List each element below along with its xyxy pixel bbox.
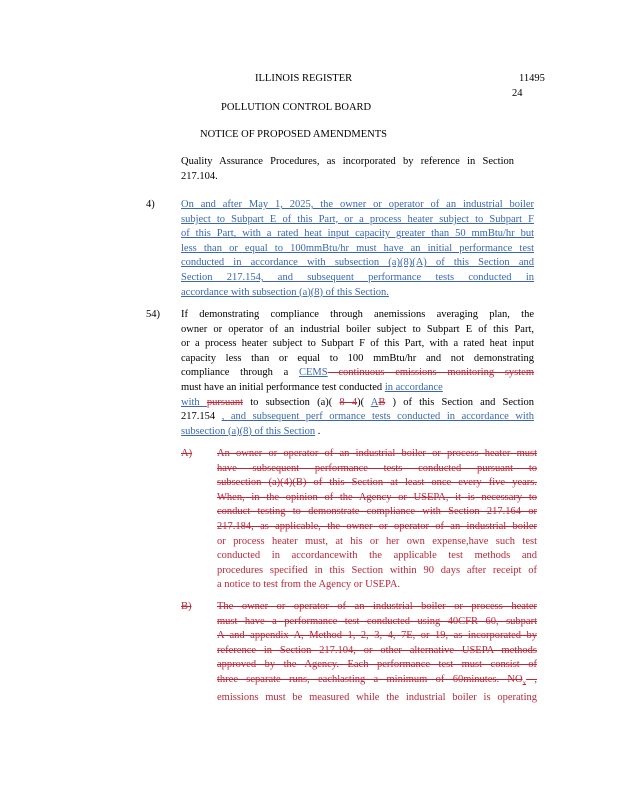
intro-line: Quality Assurance Procedures, as incorporated by reference in Section <box>181 156 514 167</box>
deleted-text: 8 4 <box>339 396 358 408</box>
intro-line: 217.104. <box>181 170 218 182</box>
item-4-line: of this Part, with a rated heat input capacity greater than 50 mmBtu/hr but <box>181 228 534 240</box>
inserted-text: A <box>370 396 379 408</box>
inserted-text: with <box>181 396 207 408</box>
item-a-line: procedures specified in this Section within 90 days after receipt of <box>217 564 537 576</box>
text-run: )( <box>357 396 371 408</box>
item-a-line: conducted in accordancewith the applicable test methods and <box>217 550 537 562</box>
item-54-line: capacity less than or equal to 100 mmBtu/hr and not demonstrating <box>181 352 534 364</box>
item-a-line: or process heater must, at his or her own expense,have such test <box>217 535 537 547</box>
item-54-number: 54) <box>146 309 160 320</box>
text-run: 217.154 <box>181 411 222 423</box>
item-b-deleted-line: approved by the Agency. Each performance test must consist of <box>217 659 537 671</box>
item-a-deleted-line: When, in the opinion of the Agency or USEPA, it is necessary to <box>217 491 537 503</box>
item-a-deleted-line: conduct testing to demonstrate compliance with Section 217.164 or <box>217 506 537 518</box>
text-run: must have an initial performance test conducted <box>181 381 385 393</box>
deleted-text: continuous emissions monitoring system <box>327 367 534 379</box>
text-run: . <box>315 425 321 437</box>
deleted-text: pursuant <box>206 396 244 408</box>
issue-number: 24 <box>512 88 523 99</box>
item-54-line <box>181 396 534 411</box>
register-title: ILLINOIS REGISTER <box>255 73 353 84</box>
item-4-paragraph <box>181 198 534 300</box>
item-a-line: a notice to test from the Agency or USEPA. <box>217 579 401 591</box>
item-4-line: subject to Subpart E of this Part, or a process heater subject to Subpart F <box>181 213 534 225</box>
inserted-text: subsection (a)(8) of this Section <box>181 425 316 437</box>
item-b-deleted-line: The owner or operator of an industrial boiler or process heater <box>217 601 537 612</box>
text-run: three separate runs, eachlasting a minimum of 60minutes. NO <box>217 673 523 685</box>
notice-heading: NOTICE OF PROPOSED AMENDMENTS <box>200 129 387 140</box>
inserted-text: CEMS <box>299 367 328 379</box>
item-a-letter: A) <box>181 448 193 459</box>
item-4-line: On and after May 1, 2025, the owner or operator of an industrial boiler <box>181 199 534 210</box>
item-4-line: Section 217.154, and subsequent performance tests conducted in <box>181 271 534 283</box>
item-a-deleted-line: 217.184, as applicable, the owner or operator of an industrial boiler <box>217 520 537 532</box>
text-run: compliance through a <box>181 367 300 379</box>
item-54-line <box>181 366 534 381</box>
item-b-letter: B) <box>181 601 192 612</box>
item-4-line: less than or equal to 100mmBtu/hr must have an initial performance test <box>181 242 534 254</box>
item-b-deleted-line: reference in Section 217.104, or other alternative USEPA methods <box>217 644 537 656</box>
text-run: , <box>526 673 537 685</box>
item-54-line: If demonstrating compliance through anemissions averaging plan, the <box>181 309 534 320</box>
text-run: ) of this Section and Section <box>385 396 534 408</box>
item-b-deleted-line <box>217 673 537 691</box>
item-54-line <box>181 410 534 425</box>
item-54-line <box>181 381 534 396</box>
item-a-deleted-line: subsection (a)(4)(B) of this Section at least once every five years. <box>217 477 537 489</box>
item-4-line: conducted in accordance with subsection (a)(8)(A) of this Section and <box>181 257 534 269</box>
agency-name: POLLUTION CONTROL BOARD <box>221 102 372 113</box>
item-4-number: 4) <box>146 199 155 210</box>
item-b-deleted-line: must have a performance test conducted using 40CFR 60, subpart <box>217 615 537 627</box>
intro-paragraph <box>181 155 514 184</box>
item-a-deleted-line: An owner or operator of an industrial boiler or process heater must <box>217 448 537 459</box>
subscript: x <box>522 679 527 688</box>
page-number: 11495 <box>519 73 545 84</box>
item-a-deleted-line: have subsequent performance tests conducted pursuant to <box>217 462 537 474</box>
item-a-paragraph <box>217 447 537 593</box>
deleted-text: B <box>378 396 386 408</box>
item-54-line: or a process heater subject to Subpart F of this Part, with a rated heat input <box>181 338 534 350</box>
item-b-paragraph <box>217 600 537 705</box>
inserted-text: , and subsequent perf ormance tests conducted in accordance with <box>221 411 535 423</box>
text-run: to subsection (a)( <box>243 396 340 408</box>
item-4-line: accordance with subsection (a)(8) of this Section. <box>181 286 389 298</box>
item-b-deleted-line: A and appendix A, Method 1, 2, 3, 4, 7E, or 19, as incorporated by <box>217 630 537 642</box>
item-54-paragraph <box>181 308 534 439</box>
inserted-text: in accordance <box>384 381 443 393</box>
item-54-line: owner or operator of an industrial boiler subject to Subpart E of this Part, <box>181 323 534 335</box>
item-54-line <box>181 425 534 440</box>
item-b-line: emissions must be measured while the industrial boiler is operating <box>217 691 537 703</box>
